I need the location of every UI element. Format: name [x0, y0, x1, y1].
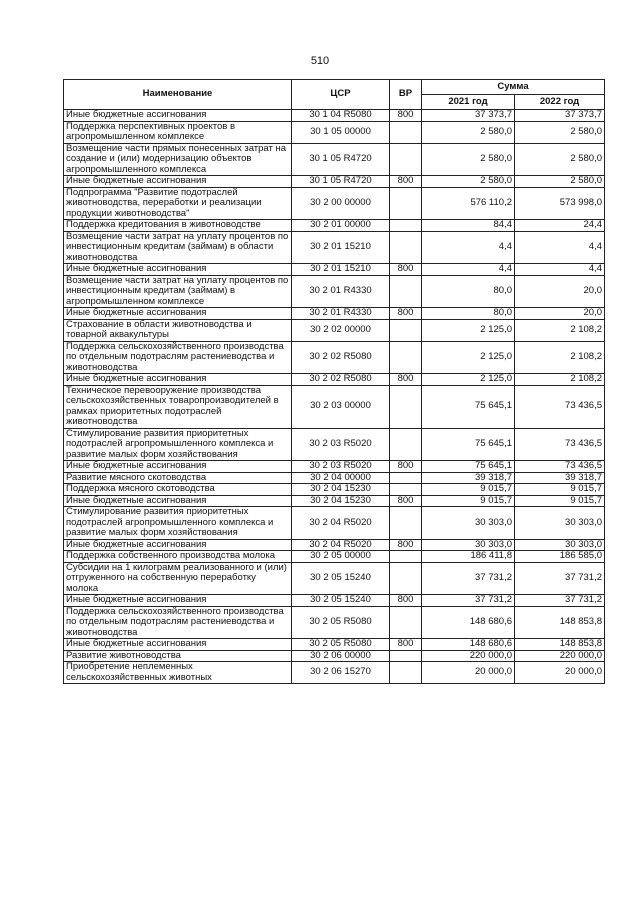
row-2022-cell: 2 108,2	[515, 374, 605, 386]
row-vr-cell	[390, 187, 422, 220]
row-2022-cell: 20,0	[515, 275, 605, 308]
row-vr-cell: 800	[390, 264, 422, 276]
row-csr-cell: 30 2 03 R5020	[292, 428, 390, 461]
row-2021-cell: 2 580,0	[422, 176, 515, 188]
row-name-cell: Стимулирование развития приоритетных подотраслей агропромышленного комплекса и развитие малых форм хозяйствования	[64, 507, 292, 540]
row-name-cell: Поддержка собственного производства молока	[64, 551, 292, 563]
row-vr-cell: 800	[390, 176, 422, 188]
table-row	[64, 507, 605, 540]
table-row	[64, 308, 605, 320]
row-2021-cell: 84,4	[422, 220, 515, 232]
row-vr-cell	[390, 275, 422, 308]
row-name-cell: Стимулирование развития приоритетных подотраслей агропромышленного комплекса и развитие малых форм хозяйствования	[64, 428, 292, 461]
table-row	[64, 374, 605, 386]
table-row	[64, 121, 605, 143]
row-2022-cell: 2 108,2	[515, 319, 605, 341]
row-2022-cell: 73 436,5	[515, 428, 605, 461]
row-2021-cell: 2 125,0	[422, 319, 515, 341]
row-name-cell: Техническое перевооружение производства сельскохозяйственных товаропроизводителей в рамках приоритетных подотраслей животноводства	[64, 385, 292, 428]
row-csr-cell: 30 2 05 R5080	[292, 639, 390, 651]
row-name-cell: Развитие животноводства	[64, 650, 292, 662]
row-vr-cell	[390, 662, 422, 684]
row-2021-cell: 9 015,7	[422, 495, 515, 507]
row-2022-cell: 20,0	[515, 308, 605, 320]
row-csr-cell: 30 2 02 R5080	[292, 374, 390, 386]
row-name-cell: Иные бюджетные ассигнования	[64, 539, 292, 551]
row-2021-cell: 186 411,8	[422, 551, 515, 563]
row-vr-cell: 800	[390, 639, 422, 651]
row-2022-cell: 2 580,0	[515, 176, 605, 188]
row-csr-cell: 30 2 00 00000	[292, 187, 390, 220]
row-csr-cell: 30 2 04 00000	[292, 472, 390, 484]
row-2022-cell: 73 436,5	[515, 385, 605, 428]
row-name-cell: Субсидии на 1 килограмм реализованного и (или) отгруженного на собственную переработку молока	[64, 562, 292, 595]
row-vr-cell	[390, 341, 422, 374]
row-2021-cell: 75 645,1	[422, 428, 515, 461]
row-csr-cell: 30 2 01 00000	[292, 220, 390, 232]
row-2022-cell: 2 580,0	[515, 121, 605, 143]
row-name-cell: Иные бюджетные ассигнования	[64, 110, 292, 122]
table-row	[64, 264, 605, 276]
row-2022-cell: 30 303,0	[515, 507, 605, 540]
row-2022-cell: 186 585,0	[515, 551, 605, 563]
row-csr-cell: 30 2 05 R5080	[292, 606, 390, 639]
row-name-cell: Иные бюджетные ассигнования	[64, 176, 292, 188]
table-row	[64, 484, 605, 496]
row-2022-cell: 30 303,0	[515, 539, 605, 551]
row-name-cell: Поддержка перспективных проектов в агропромышленном комплексе	[64, 121, 292, 143]
table-row	[64, 187, 605, 220]
row-2021-cell: 576 110,2	[422, 187, 515, 220]
row-vr-cell: 800	[390, 110, 422, 122]
row-name-cell: Поддержка сельскохозяйственного производства по отдельным подотраслям растениеводства и животноводства	[64, 606, 292, 639]
row-vr-cell: 800	[390, 539, 422, 551]
row-csr-cell: 30 1 05 R4720	[292, 143, 390, 176]
row-name-cell: Возмещение части прямых понесенных затрат на создание и (или) модернизацию объектов агропромышленного комплекса	[64, 143, 292, 176]
row-csr-cell: 30 2 01 15210	[292, 231, 390, 264]
row-vr-cell	[390, 143, 422, 176]
row-csr-cell: 30 2 06 15270	[292, 662, 390, 684]
row-2021-cell: 4,4	[422, 264, 515, 276]
row-name-cell: Поддержка кредитования в животноводстве	[64, 220, 292, 232]
row-vr-cell	[390, 562, 422, 595]
row-2021-cell: 4,4	[422, 231, 515, 264]
row-2022-cell: 2 108,2	[515, 341, 605, 374]
row-2021-cell: 2 125,0	[422, 341, 515, 374]
row-vr-cell	[390, 231, 422, 264]
row-name-cell: Поддержка сельскохозяйственного производства по отдельным подотраслям растениеводства и животноводства	[64, 341, 292, 374]
row-csr-cell: 30 2 02 00000	[292, 319, 390, 341]
row-vr-cell: 800	[390, 374, 422, 386]
row-vr-cell	[390, 428, 422, 461]
row-vr-cell: 800	[390, 461, 422, 473]
row-name-cell: Иные бюджетные ассигнования	[64, 374, 292, 386]
row-name-cell: Возмещение части затрат на уплату процентов по инвестиционным кредитам (займам) в области животноводства	[64, 231, 292, 264]
row-2021-cell: 80,0	[422, 275, 515, 308]
row-2022-cell: 220 000,0	[515, 650, 605, 662]
table-row	[64, 110, 605, 122]
row-csr-cell: 30 2 06 00000	[292, 650, 390, 662]
row-2021-cell: 30 303,0	[422, 539, 515, 551]
row-name-cell: Иные бюджетные ассигнования	[64, 461, 292, 473]
table-row	[64, 231, 605, 264]
row-name-cell: Иные бюджетные ассигнования	[64, 495, 292, 507]
row-vr-cell	[390, 551, 422, 563]
row-2022-cell: 9 015,7	[515, 484, 605, 496]
row-csr-cell: 30 2 03 R5020	[292, 461, 390, 473]
row-csr-cell: 30 2 01 15210	[292, 264, 390, 276]
table-row	[64, 606, 605, 639]
row-csr-cell: 30 2 01 R4330	[292, 308, 390, 320]
row-2022-cell: 148 853,8	[515, 606, 605, 639]
row-2022-cell: 37 731,2	[515, 562, 605, 595]
row-csr-cell: 30 2 02 R5080	[292, 341, 390, 374]
row-csr-cell: 30 2 04 R5020	[292, 539, 390, 551]
row-name-cell: Иные бюджетные ассигнования	[64, 595, 292, 607]
row-2021-cell: 75 645,1	[422, 461, 515, 473]
row-2021-cell: 2 580,0	[422, 143, 515, 176]
header-vr: ВР	[390, 80, 422, 110]
row-2021-cell: 37 731,2	[422, 595, 515, 607]
table-row	[64, 275, 605, 308]
row-csr-cell: 30 2 04 15230	[292, 484, 390, 496]
row-vr-cell	[390, 220, 422, 232]
table-row	[64, 319, 605, 341]
row-csr-cell: 30 2 05 00000	[292, 551, 390, 563]
row-2022-cell: 4,4	[515, 231, 605, 264]
row-vr-cell	[390, 385, 422, 428]
row-2022-cell: 39 318,7	[515, 472, 605, 484]
row-2022-cell: 2 580,0	[515, 143, 605, 176]
row-2021-cell: 2 580,0	[422, 121, 515, 143]
row-vr-cell	[390, 121, 422, 143]
row-2021-cell: 80,0	[422, 308, 515, 320]
row-vr-cell	[390, 319, 422, 341]
header-year-2022: 2022 год	[515, 95, 605, 110]
table-row	[64, 428, 605, 461]
row-name-cell: Иные бюджетные ассигнования	[64, 308, 292, 320]
row-2022-cell: 573 998,0	[515, 187, 605, 220]
row-vr-cell	[390, 472, 422, 484]
row-csr-cell: 30 1 04 R5080	[292, 110, 390, 122]
header-sum: Сумма	[422, 80, 605, 95]
row-vr-cell: 800	[390, 495, 422, 507]
row-csr-cell: 30 2 03 00000	[292, 385, 390, 428]
row-2022-cell: 9 015,7	[515, 495, 605, 507]
table-row	[64, 595, 605, 607]
page-number: 510	[310, 55, 330, 67]
row-csr-cell: 30 1 05 R4720	[292, 176, 390, 188]
row-2021-cell: 37 373,7	[422, 110, 515, 122]
row-2021-cell: 30 303,0	[422, 507, 515, 540]
table-row	[64, 495, 605, 507]
row-vr-cell	[390, 650, 422, 662]
table-row	[64, 220, 605, 232]
table-row	[64, 341, 605, 374]
table-row	[64, 461, 605, 473]
table-row	[64, 562, 605, 595]
row-2021-cell: 39 318,7	[422, 472, 515, 484]
row-name-cell: Поддержка мясного скотоводства	[64, 484, 292, 496]
row-csr-cell: 30 2 04 15230	[292, 495, 390, 507]
row-2022-cell: 20 000,0	[515, 662, 605, 684]
table-row	[64, 472, 605, 484]
header-csr: ЦСР	[292, 80, 390, 110]
row-2021-cell: 148 680,6	[422, 606, 515, 639]
row-2021-cell: 9 015,7	[422, 484, 515, 496]
row-2021-cell: 20 000,0	[422, 662, 515, 684]
row-2022-cell: 37 731,2	[515, 595, 605, 607]
row-vr-cell: 800	[390, 595, 422, 607]
row-name-cell: Страхование в области животноводства и товарной аквакультуры	[64, 319, 292, 341]
row-name-cell: Возмещение части затрат на уплату процентов по инвестиционным кредитам (займам) в агропромышленном комплексе	[64, 275, 292, 308]
table-row	[64, 385, 605, 428]
table-row	[64, 176, 605, 188]
row-name-cell: Развитие мясного скотоводства	[64, 472, 292, 484]
table-row	[64, 143, 605, 176]
row-vr-cell	[390, 484, 422, 496]
row-2022-cell: 24,4	[515, 220, 605, 232]
row-2022-cell: 73 436,5	[515, 461, 605, 473]
row-2021-cell: 37 731,2	[422, 562, 515, 595]
row-2022-cell: 4,4	[515, 264, 605, 276]
row-2021-cell: 148 680,6	[422, 639, 515, 651]
row-vr-cell	[390, 606, 422, 639]
header-name: Наименование	[64, 80, 292, 110]
row-csr-cell: 30 2 05 15240	[292, 595, 390, 607]
row-2021-cell: 220 000,0	[422, 650, 515, 662]
row-name-cell: Иные бюджетные ассигнования	[64, 264, 292, 276]
row-vr-cell: 800	[390, 308, 422, 320]
table-row	[64, 539, 605, 551]
row-name-cell: Подпрограмма "Развитие подотраслей животноводства, переработки и реализации продукции животноводства"	[64, 187, 292, 220]
table-row	[64, 662, 605, 684]
row-2021-cell: 2 125,0	[422, 374, 515, 386]
row-name-cell: Иные бюджетные ассигнования	[64, 639, 292, 651]
table-row	[64, 639, 605, 651]
row-csr-cell: 30 2 04 R5020	[292, 507, 390, 540]
row-csr-cell: 30 2 05 15240	[292, 562, 390, 595]
table-row	[64, 650, 605, 662]
row-2021-cell: 75 645,1	[422, 385, 515, 428]
row-name-cell: Приобретение неплеменных сельскохозяйственных животных	[64, 662, 292, 684]
row-csr-cell: 30 2 01 R4330	[292, 275, 390, 308]
row-2022-cell: 148 853,8	[515, 639, 605, 651]
row-vr-cell	[390, 507, 422, 540]
row-2022-cell: 37 373,7	[515, 110, 605, 122]
row-csr-cell: 30 1 05 00000	[292, 121, 390, 143]
header-year-2021: 2021 год	[422, 95, 515, 110]
budget-table	[63, 79, 605, 684]
table-row	[64, 551, 605, 563]
